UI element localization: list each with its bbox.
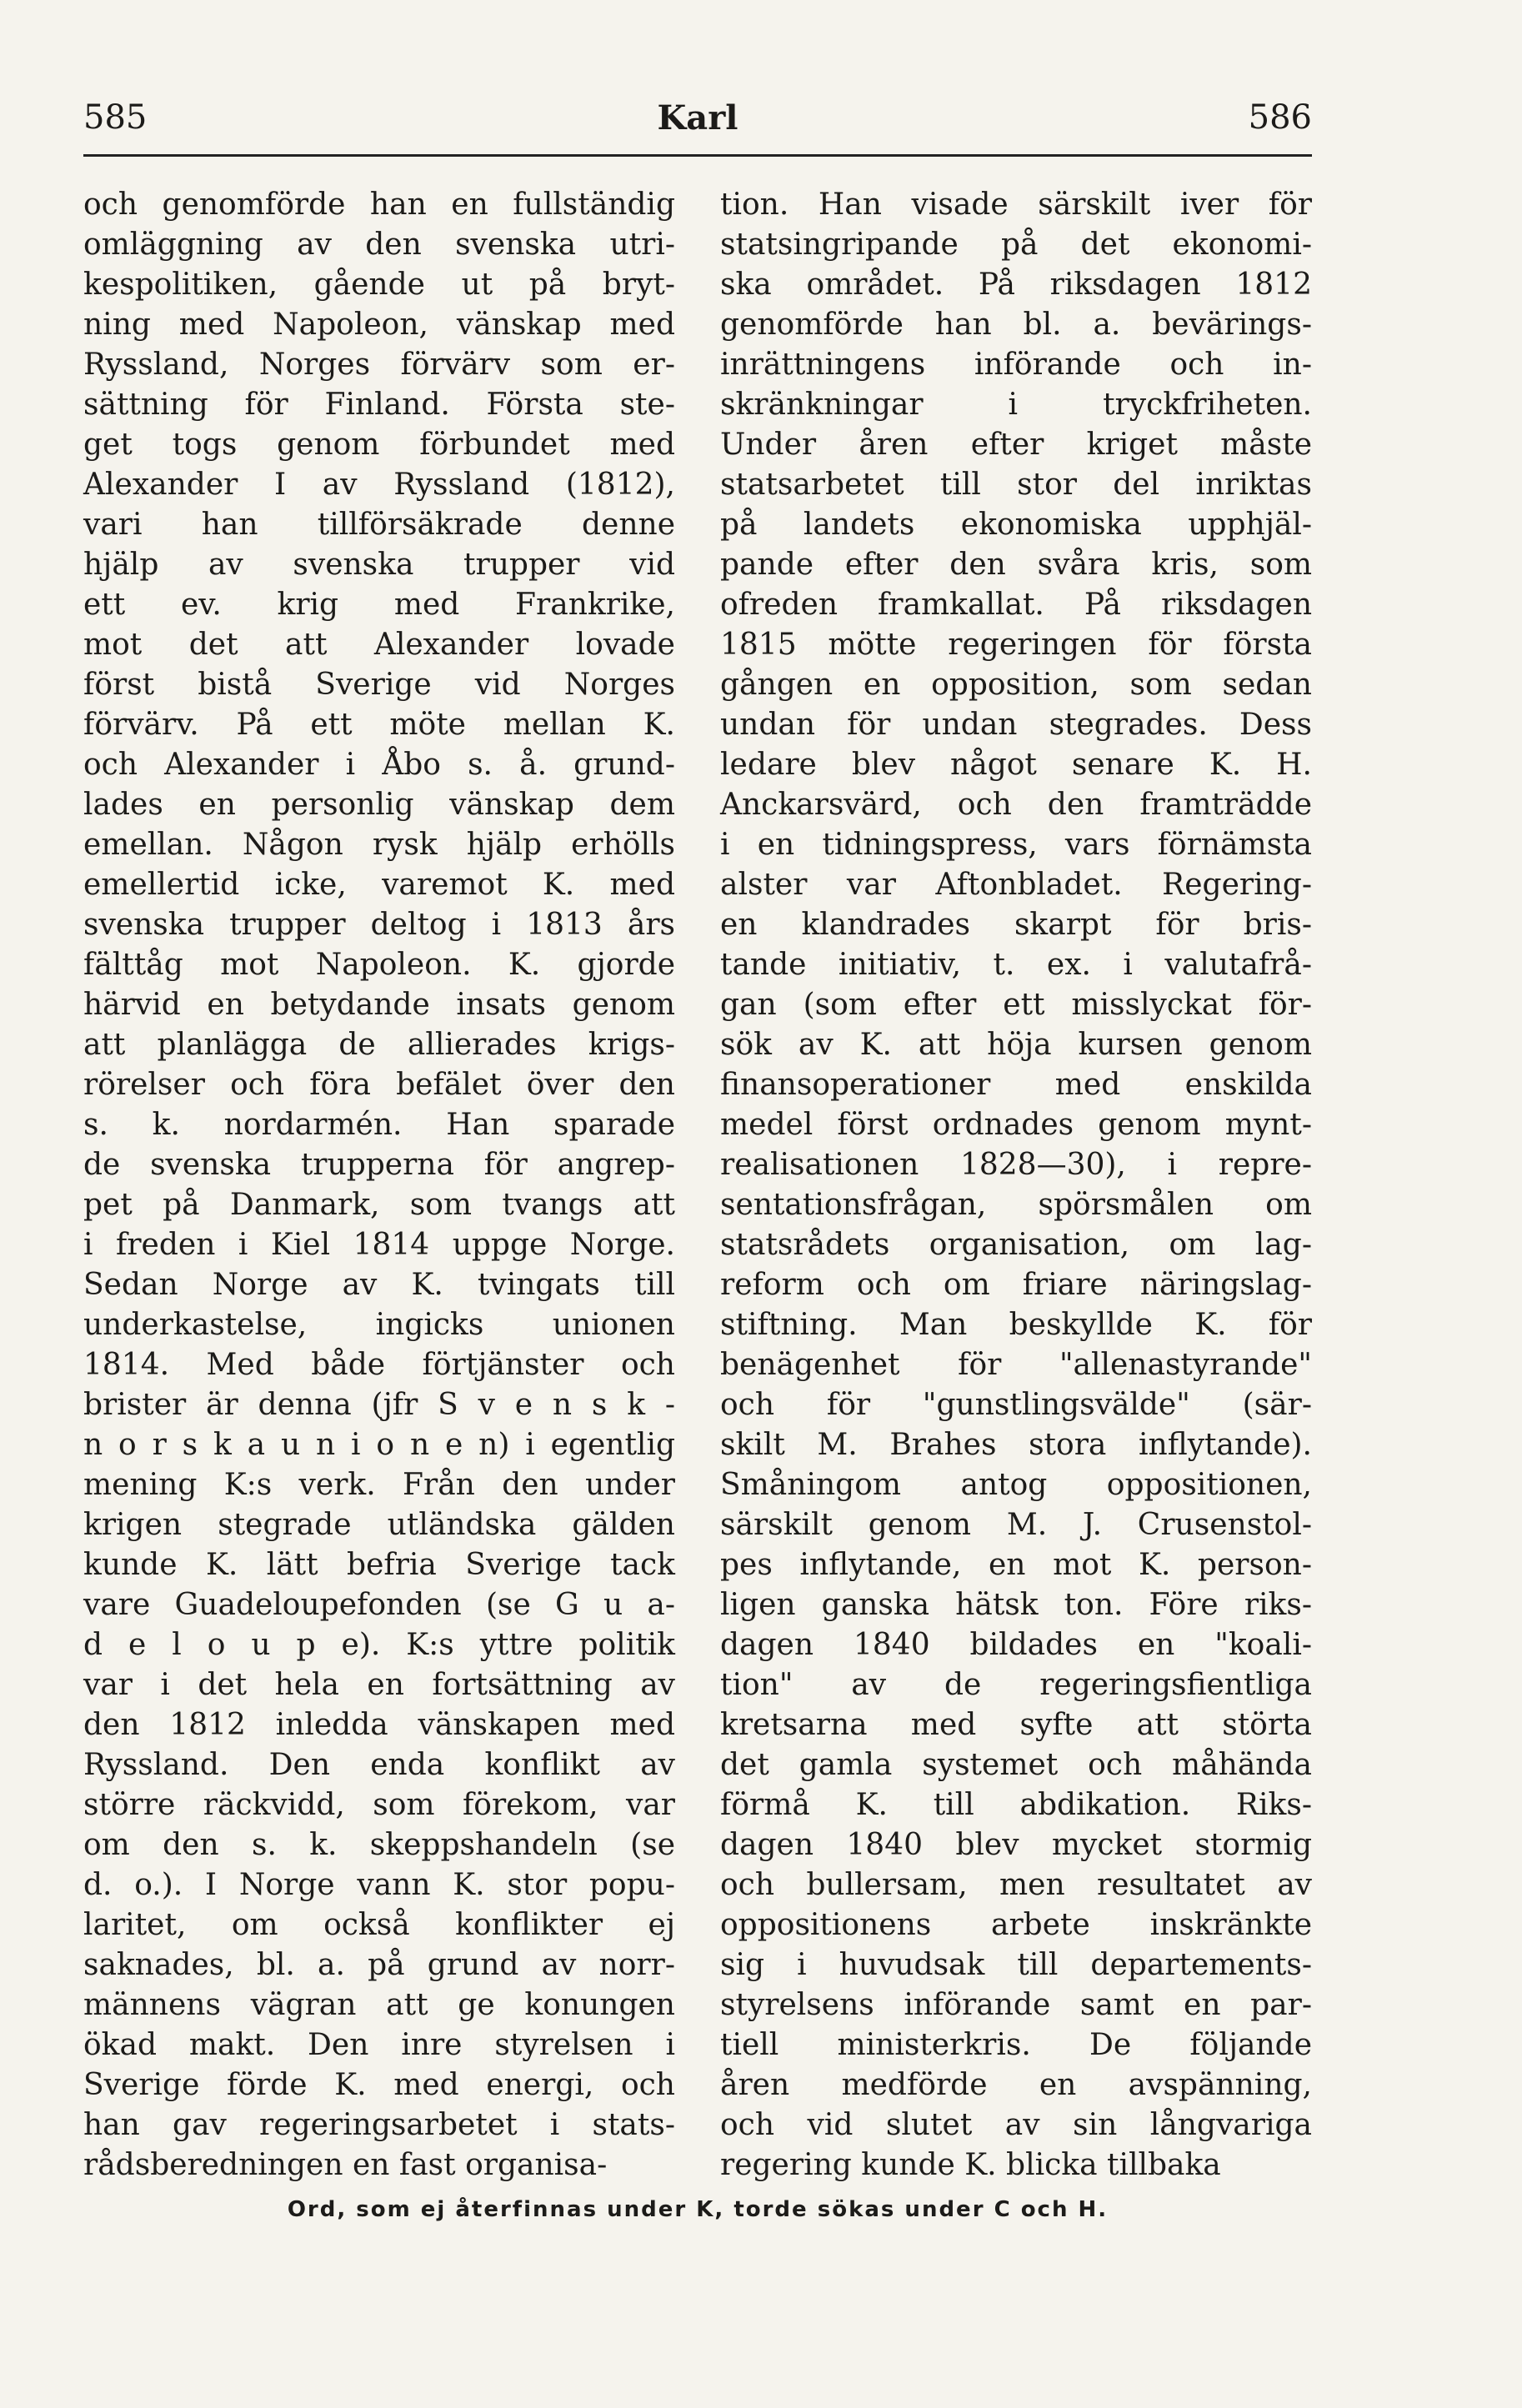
text-line: statsrådets organisation, om lag- bbox=[720, 1228, 1312, 1262]
text-line: alster var Aftonbladet. Regering- bbox=[720, 868, 1312, 902]
text-line: pes inflytande, en mot K. person- bbox=[720, 1548, 1312, 1582]
text-line: vare Guadeloupefonden (se G u a- bbox=[83, 1588, 675, 1622]
text-line: var i det hela en fortsättning av bbox=[83, 1668, 675, 1702]
text-line: tion. Han visade särskilt iver för bbox=[720, 188, 1312, 222]
text-line: reform och om friare näringslag- bbox=[720, 1268, 1312, 1302]
text-line: finansoperationer med enskilda bbox=[720, 1068, 1312, 1102]
text-line: 1815 mötte regeringen för första bbox=[720, 628, 1312, 662]
left-page-number: 585 bbox=[83, 98, 148, 137]
page-header bbox=[83, 92, 1312, 145]
text-line: Anckarsvärd, och den framträdde bbox=[720, 788, 1312, 822]
text-line: sättning för Finland. Första ste- bbox=[83, 388, 675, 422]
text-line: get togs genom förbundet med bbox=[83, 428, 675, 462]
text-line: tiell ministerkris. De följande bbox=[720, 2028, 1312, 2062]
text-line: saknades, bl. a. på grund av norr- bbox=[83, 1948, 675, 1982]
text-line: stiftning. Man beskyllde K. för bbox=[720, 1308, 1312, 1342]
text-line: gan (som efter ett misslyckat för- bbox=[720, 988, 1312, 1022]
text-line: förvärv. På ett möte mellan K. bbox=[83, 708, 675, 742]
text-line: statsarbetet till stor del inriktas bbox=[720, 468, 1312, 502]
text-line: regering kunde K. blicka tillbaka bbox=[720, 2148, 1221, 2182]
text-line: ska området. På riksdagen 1812 bbox=[720, 268, 1312, 302]
text-line: d. o.). I Norge vann K. stor popu- bbox=[83, 1868, 675, 1902]
text-line: omläggning av den svenska utri- bbox=[83, 228, 675, 262]
page-title: Karl bbox=[657, 98, 738, 138]
text-line: Sedan Norge av K. tvingats till bbox=[83, 1268, 675, 1302]
text-line: statsingripande på det ekonomi- bbox=[720, 228, 1312, 262]
text-line: svenska trupper deltog i 1813 års bbox=[83, 908, 675, 942]
text-line: ofreden framkallat. På riksdagen bbox=[720, 588, 1312, 622]
left-text-column bbox=[83, 185, 675, 2185]
text-line: och vid slutet av sin långvariga bbox=[720, 2108, 1312, 2142]
text-line: Småningom antog oppositionen, bbox=[720, 1468, 1312, 1502]
text-line: ning med Napoleon, vänskap med bbox=[83, 308, 675, 342]
text-line: de svenska trupperna för angrep- bbox=[83, 1148, 675, 1182]
text-line: och för "gunstlingsvälde" (sär- bbox=[720, 1388, 1312, 1422]
text-line: att planlägga de allierades krigs- bbox=[83, 1028, 675, 1062]
text-line: dagen 1840 bildades en "koali- bbox=[720, 1628, 1312, 1662]
text-line: sök av K. att höja kursen genom bbox=[720, 1028, 1312, 1062]
text-line: laritet, om också konflikter ej bbox=[83, 1908, 675, 1942]
text-line: skränkningar i tryckfriheten. bbox=[720, 388, 1312, 422]
text-line: först bistå Sverige vid Norges bbox=[83, 668, 675, 702]
text-line: den 1812 inledda vänskapen med bbox=[83, 1708, 675, 1742]
text-line: vari han tillförsäkrade denne bbox=[83, 508, 675, 542]
text-line: kunde K. lätt befria Sverige tack bbox=[83, 1548, 675, 1582]
text-line: och genomförde han en fullständig bbox=[83, 188, 675, 222]
text-line: ett ev. krig med Frankrike, bbox=[83, 588, 675, 622]
right-page-number: 586 bbox=[1248, 98, 1312, 137]
right-text-column bbox=[720, 185, 1312, 2185]
text-line: oppositionens arbete inskränkte bbox=[720, 1908, 1312, 1942]
text-line: 1814. Med både förtjänster och bbox=[83, 1348, 675, 1382]
text-line: gången en opposition, som sedan bbox=[720, 668, 1312, 702]
text-line: om den s. k. skeppshandeln (se bbox=[83, 1828, 675, 1862]
text-line: särskilt genom M. J. Crusenstol- bbox=[720, 1508, 1312, 1542]
text-line: Ryssland. Den enda konflikt av bbox=[83, 1748, 675, 1782]
text-line: brister är denna (jfr S v e n s k - bbox=[83, 1388, 675, 1422]
text-line: åren medförde en avspänning, bbox=[720, 2068, 1312, 2102]
text-line: s. k. nordarmén. Han sparade bbox=[83, 1108, 675, 1142]
text-line: och Alexander i Åbo s. å. grund- bbox=[83, 748, 675, 782]
text-line: emellertid icke, varemot K. med bbox=[83, 868, 675, 902]
text-line: dagen 1840 blev mycket stormig bbox=[720, 1828, 1312, 1862]
text-line: han gav regeringsarbetet i stats- bbox=[83, 2108, 675, 2142]
text-line: männens vägran att ge konungen bbox=[83, 1988, 675, 2022]
text-line: förmå K. till abdikation. Riks- bbox=[720, 1788, 1312, 1822]
text-line: Ryssland, Norges förvärv som er- bbox=[83, 348, 675, 382]
text-line: underkastelse, ingicks unionen bbox=[83, 1308, 675, 1342]
text-line: kretsarna med syfte att störta bbox=[720, 1708, 1312, 1742]
text-line: härvid en betydande insats genom bbox=[83, 988, 675, 1022]
text-line: genomförde han bl. a. bevärings- bbox=[720, 308, 1312, 342]
footer-note: Ord, som ej återfinnas under K, torde sökas under C och H. bbox=[287, 2197, 1109, 2222]
text-line: Sverige förde K. med energi, och bbox=[83, 2068, 675, 2102]
text-line: det gamla systemet och måhända bbox=[720, 1748, 1312, 1782]
text-line: tande initiativ, t. ex. i valutafrå- bbox=[720, 948, 1312, 982]
text-line: medel först ordnades genom mynt- bbox=[720, 1108, 1312, 1142]
text-line: rörelser och föra befälet över den bbox=[83, 1068, 675, 1102]
text-line: skilt M. Brahes stora inflytande). bbox=[720, 1428, 1312, 1462]
text-line: lades en personlig vänskap dem bbox=[83, 788, 675, 822]
text-line: på landets ekonomiska upphjäl- bbox=[720, 508, 1312, 542]
text-line: i en tidningspress, vars förnämsta bbox=[720, 828, 1312, 862]
text-line: en klandrades skarpt för bris- bbox=[720, 908, 1312, 942]
text-line: i freden i Kiel 1814 uppge Norge. bbox=[83, 1228, 675, 1262]
text-line: emellan. Någon rysk hjälp erhölls bbox=[83, 828, 675, 862]
text-line: ökad makt. Den inre styrelsen i bbox=[83, 2028, 675, 2062]
text-line: kespolitiken, gående ut på bryt- bbox=[83, 268, 675, 302]
text-line: ledare blev något senare K. H. bbox=[720, 748, 1312, 782]
text-line: hjälp av svenska trupper vid bbox=[83, 548, 675, 582]
text-line: styrelsens införande samt en par- bbox=[720, 1988, 1312, 2022]
text-line: inrättningens införande och in- bbox=[720, 348, 1312, 382]
text-line: d e l o u p e). K:s yttre politik bbox=[83, 1628, 675, 1662]
header-rule bbox=[83, 154, 1312, 157]
text-line: benägenhet för "allenastyrande" bbox=[720, 1348, 1312, 1382]
text-line: mening K:s verk. Från den under bbox=[83, 1468, 675, 1502]
text-line: tion" av de regeringsfientliga bbox=[720, 1668, 1312, 1702]
text-line: mot det att Alexander lovade bbox=[83, 628, 675, 662]
text-line: pande efter den svåra kris, som bbox=[720, 548, 1312, 582]
text-line: n o r s k a u n i o n e n) i egentlig bbox=[83, 1428, 675, 1462]
text-line: Alexander I av Ryssland (1812), bbox=[83, 468, 675, 502]
text-line: sig i huvudsak till departements- bbox=[720, 1948, 1312, 1982]
text-line: sentationsfrågan, spörsmålen om bbox=[720, 1188, 1312, 1222]
text-line: rådsberedningen en fast organisa- bbox=[83, 2148, 608, 2182]
text-line: ligen ganska hätsk ton. Före riks- bbox=[720, 1588, 1312, 1622]
text-line: Under åren efter kriget måste bbox=[720, 428, 1312, 462]
text-line: och bullersam, men resultatet av bbox=[720, 1868, 1312, 1902]
text-line: realisationen 1828—30), i repre- bbox=[720, 1148, 1312, 1182]
text-line: fälttåg mot Napoleon. K. gjorde bbox=[83, 948, 675, 982]
text-line: större räckvidd, som förekom, var bbox=[83, 1788, 675, 1822]
text-line: pet på Danmark, som tvangs att bbox=[83, 1188, 675, 1222]
text-line: undan för undan stegrades. Dess bbox=[720, 708, 1312, 742]
text-line: krigen stegrade utländska gälden bbox=[83, 1508, 675, 1542]
